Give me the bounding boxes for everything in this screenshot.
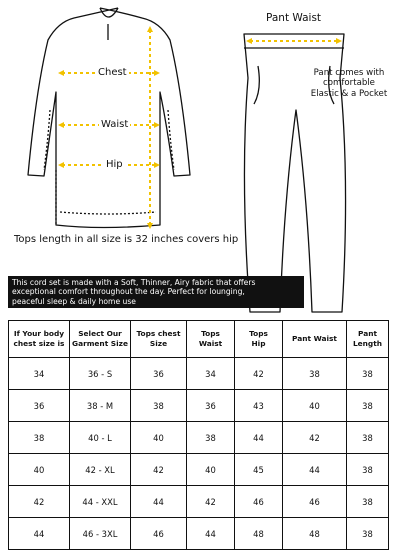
- table-cell: 44 - XXL: [70, 486, 131, 518]
- header-garment-size: Select Our Garment Size: [70, 321, 131, 358]
- header-pant-waist: Pant Waist: [283, 321, 347, 358]
- header-tops-hip: Tops Hip: [235, 321, 283, 358]
- table-cell: 38: [347, 358, 389, 390]
- table-cell: 44: [283, 454, 347, 486]
- tops-length-caption: Tops length in all size is 32 inches covers hip: [14, 234, 239, 245]
- table-cell: 48: [283, 518, 347, 550]
- table-row: [9, 486, 389, 518]
- table-cell: 38: [347, 454, 389, 486]
- table-cell: 46: [283, 486, 347, 518]
- table-cell: 36: [131, 358, 187, 390]
- table-cell: 36: [9, 390, 70, 422]
- table-row: [9, 358, 389, 390]
- table-cell: 34: [187, 358, 235, 390]
- table-cell: 40: [131, 422, 187, 454]
- pant-waist-title: Pant Waist: [266, 12, 322, 24]
- table-cell: 38: [347, 422, 389, 454]
- table-row: [9, 390, 389, 422]
- table-header-row: [9, 321, 389, 358]
- waist-label: Waist: [101, 119, 129, 130]
- table-cell: 40: [187, 454, 235, 486]
- table-cell: 38: [347, 390, 389, 422]
- table-cell: 38: [9, 422, 70, 454]
- chest-label: Chest: [98, 67, 127, 78]
- table-cell: 36 - S: [70, 358, 131, 390]
- table-cell: 42 - XL: [70, 454, 131, 486]
- header-body-chest: If Your body chest size is: [9, 321, 70, 358]
- table-cell: 40: [283, 390, 347, 422]
- table-cell: 40 - L: [70, 422, 131, 454]
- fabric-note-line: This cord set is made with a Soft, Thinner, Airy fabric that offers: [12, 278, 256, 287]
- table-cell: 44: [9, 518, 70, 550]
- table-cell: 45: [235, 454, 283, 486]
- table-row: [9, 422, 389, 454]
- table-cell: 42: [283, 422, 347, 454]
- table-cell: 44: [131, 486, 187, 518]
- table-cell: 48: [235, 518, 283, 550]
- fabric-note-line: peaceful sleep & daily home use: [12, 296, 136, 306]
- table-cell: 42: [131, 454, 187, 486]
- table-cell: 46: [131, 518, 187, 550]
- table-cell: 36: [187, 390, 235, 422]
- header-tops-chest: Tops chest Size: [131, 321, 187, 358]
- header-tops-waist: Tops Waist: [187, 321, 235, 358]
- size-chart-table: [8, 320, 389, 550]
- table-cell: 38: [131, 390, 187, 422]
- table-cell: 43: [235, 390, 283, 422]
- pant-note: Pant comes with comfortable Elastic & a Pocket: [310, 68, 388, 99]
- table-cell: 46 - 3XL: [70, 518, 131, 550]
- table-cell: 42: [9, 486, 70, 518]
- hip-label: Hip: [106, 159, 123, 170]
- table-cell: 38 - M: [70, 390, 131, 422]
- table-row: [9, 518, 389, 550]
- top-drawing: [28, 8, 190, 228]
- table-cell: 42: [235, 358, 283, 390]
- table-cell: 38: [347, 518, 389, 550]
- table-cell: 40: [9, 454, 70, 486]
- table-row: [9, 454, 389, 486]
- fabric-note-line: exceptional comfort throughout the day. Perfect for lounging,: [12, 287, 245, 297]
- table-cell: 38: [283, 358, 347, 390]
- fabric-note: [8, 276, 304, 308]
- table-cell: 42: [187, 486, 235, 518]
- header-pant-length: Pant Length: [347, 321, 389, 358]
- table-cell: 34: [9, 358, 70, 390]
- table-cell: 38: [187, 422, 235, 454]
- table-cell: 44: [187, 518, 235, 550]
- table-cell: 46: [235, 486, 283, 518]
- table-cell: 38: [347, 486, 389, 518]
- table-cell: 44: [235, 422, 283, 454]
